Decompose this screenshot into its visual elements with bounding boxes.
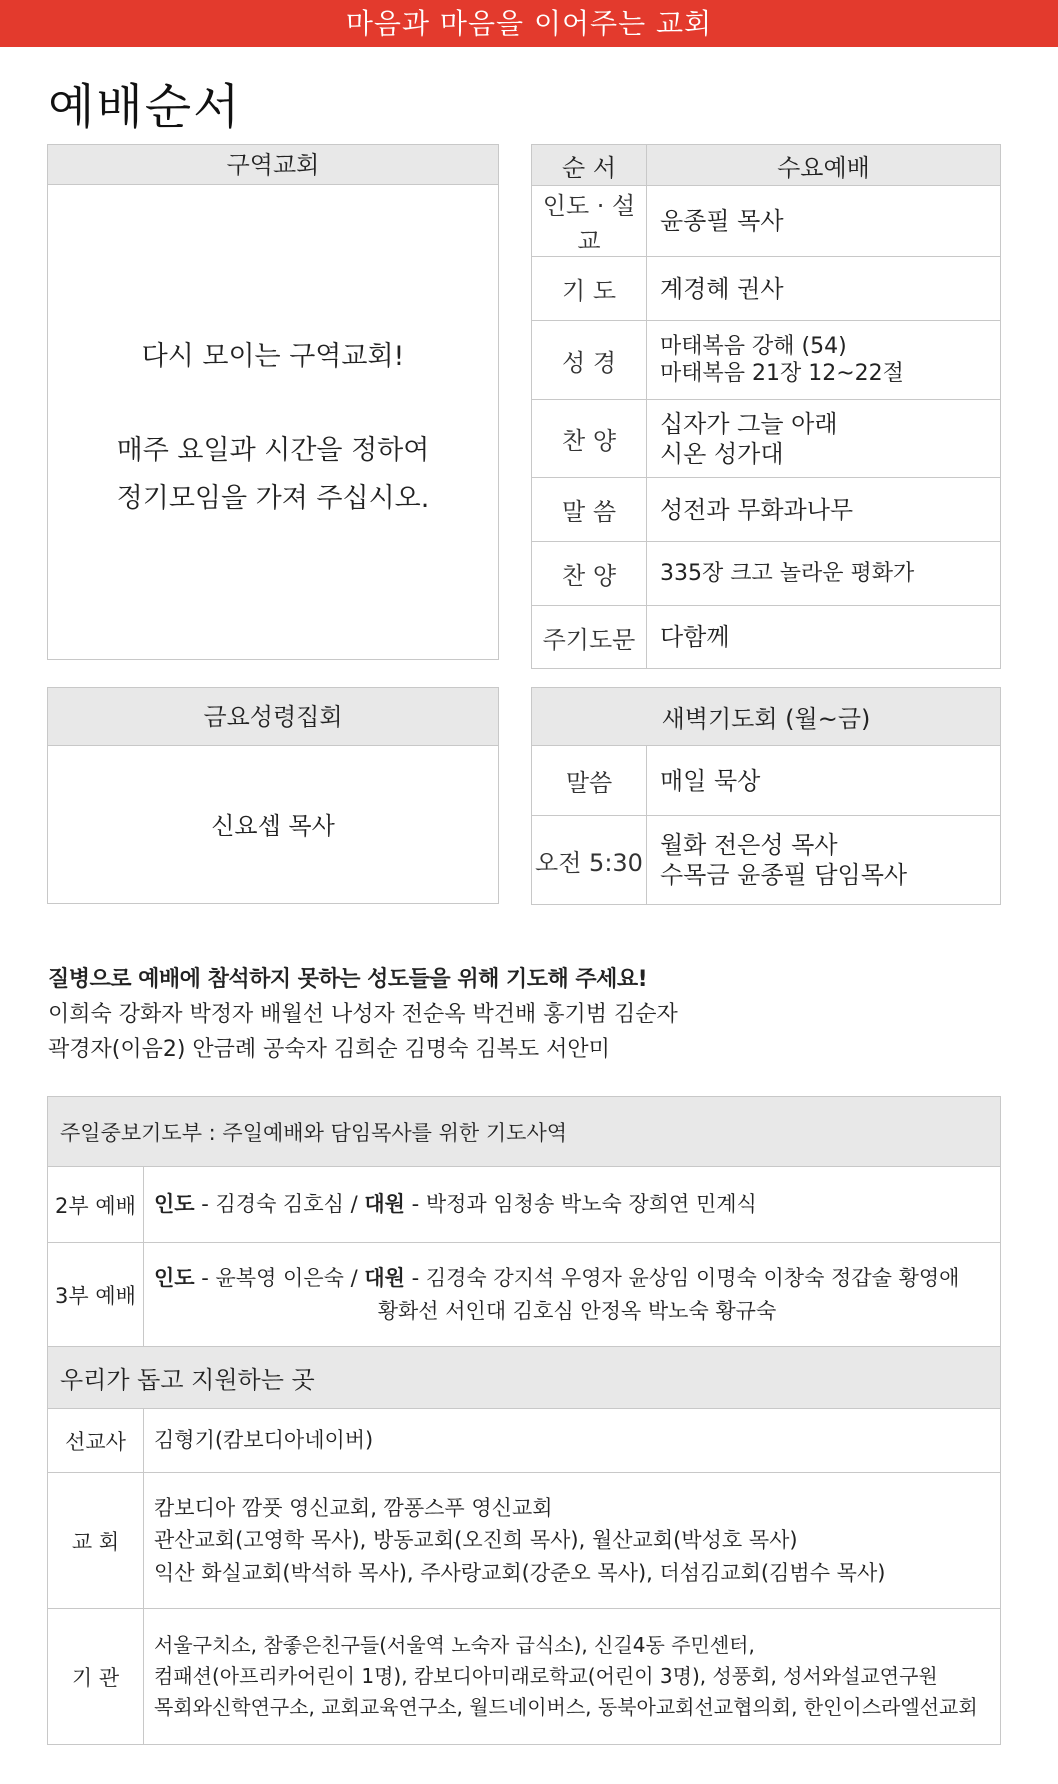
institution-value: 서울구치소, 참좋은친구들(서울역 노숙자 급식소), 신길4동 주민센터, 컴패션(아프리카어린이 1명), 캄보디아미래로학교(어린이 3명), 성풍회, 성서와설교연구원 목회와신학연구소, 교회교육연구소, 월드네이버스, 동북아교회선교협의회, 한인이스라엘선교회 (144, 1609, 1001, 1745)
table-row (532, 816, 1001, 905)
sick-prayer-title: 질병으로 예배에 참석하지 못하는 성도들을 위해 기도해 주세요! (48, 967, 648, 992)
district-church-title: 구역교회 (48, 145, 498, 185)
row-value: 마태복음 강해 (54) 마태복음 21장 12~22절 (647, 321, 1001, 400)
support-title: 우리가 돕고 지원하는 곳 (48, 1347, 1001, 1409)
table-row (532, 186, 1001, 257)
service-3-label: 3부 예배 (48, 1243, 144, 1347)
header-banner: 마음과 마음을 이어주는 교회 (0, 0, 1058, 47)
district-church-message (48, 333, 498, 523)
row-value: 매일 묵상 (647, 746, 1001, 816)
prayer-support-table (47, 1096, 1001, 1745)
table-row (48, 1243, 1001, 1347)
friday-meeting-box (47, 687, 499, 904)
row-value: 다함께 (647, 606, 1001, 669)
church-value: 캄보디아 깜풋 영신교회, 깜퐁스푸 영신교회 관산교회(고영학 목사), 방동교회(오진희 목사), 월산교회(박성호 목사) 익산 화실교회(박석하 목사), 주사랑교회(강준오 목사), 더섬김교회(김범수 목사) (144, 1473, 1001, 1609)
service-2-members: 인도 - 김경숙 김호심 / 대원 - 박정과 임청송 박노숙 장희연 민계식 (144, 1167, 1001, 1243)
row-label: 기 도 (532, 257, 647, 321)
table-row (532, 746, 1001, 816)
row-value: 계경혜 권사 (647, 257, 1001, 321)
table-row (532, 478, 1001, 542)
table-row (532, 257, 1001, 321)
table-row (48, 1473, 1001, 1609)
missionary-value: 김형기(캄보디아네이버) (144, 1409, 1001, 1473)
intercessory-prayer-title: 주일중보기도부 : 주일예배와 담임목사를 위한 기도사역 (48, 1097, 1001, 1167)
row-label: 주기도문 (532, 606, 647, 669)
dawn-prayer-title: 새벽기도회 (월~금) (532, 688, 1001, 746)
page-title: 예배순서 (48, 79, 242, 135)
row-label: 성 경 (532, 321, 647, 400)
row-value: 십자가 그늘 아래 시온 성가대 (647, 400, 1001, 478)
table-row (48, 1609, 1001, 1745)
row-value: 월화 전은성 목사 수목금 윤종필 담임목사 (647, 816, 1001, 905)
sick-names-line-1: 이희숙 강화자 박정자 배월선 나성자 전순옥 박건배 홍기범 김순자 (48, 1002, 678, 1027)
sick-prayer-list (48, 962, 678, 1067)
table-row (532, 606, 1001, 669)
friday-meeting-title: 금요성령집회 (48, 688, 498, 746)
row-label: 오전 5:30 (532, 816, 647, 905)
dawn-prayer-table (531, 687, 1001, 905)
district-line-1: 다시 모이는 구역교회! (141, 341, 405, 372)
service-2-label: 2부 예배 (48, 1167, 144, 1243)
row-label: 찬 양 (532, 400, 647, 478)
row-label: 찬 양 (532, 542, 647, 606)
district-line-2: 매주 요일과 시간을 정하여 (116, 435, 430, 466)
district-church-box (47, 144, 499, 660)
row-label: 말 씀 (532, 478, 647, 542)
missionary-label: 선교사 (48, 1409, 144, 1473)
row-label: 인도 · 설교 (532, 186, 647, 257)
table-row (532, 321, 1001, 400)
service-3-members: 인도 - 윤복영 이은숙 / 대원 - 김경숙 강지석 우영자 윤상임 이명숙 이창숙 정갑술 황영애 황화선 서인대 김호심 안정옥 박노숙 황규숙 (144, 1243, 1001, 1347)
row-value: 윤종필 목사 (647, 186, 1001, 257)
institution-label: 기 관 (48, 1609, 144, 1745)
district-line-3: 정기모임을 가져 주십시오. (116, 483, 430, 514)
table-row (48, 1167, 1001, 1243)
friday-meeting-leader: 신요셉 목사 (211, 812, 335, 840)
table-row (48, 1409, 1001, 1473)
sick-names-line-2: 곽경자(이음2) 안금례 공숙자 김희순 김명숙 김복도 서안미 (48, 1037, 610, 1062)
column-wednesday-service: 수요예배 (647, 145, 1001, 186)
table-row (532, 542, 1001, 606)
wednesday-service-table (531, 144, 1001, 669)
church-label: 교 회 (48, 1473, 144, 1609)
row-label: 말씀 (532, 746, 647, 816)
column-order: 순 서 (532, 145, 647, 186)
row-value: 성전과 무화과나무 (647, 478, 1001, 542)
row-value: 335장 크고 놀라운 평화가 (647, 542, 1001, 606)
table-row (532, 400, 1001, 478)
